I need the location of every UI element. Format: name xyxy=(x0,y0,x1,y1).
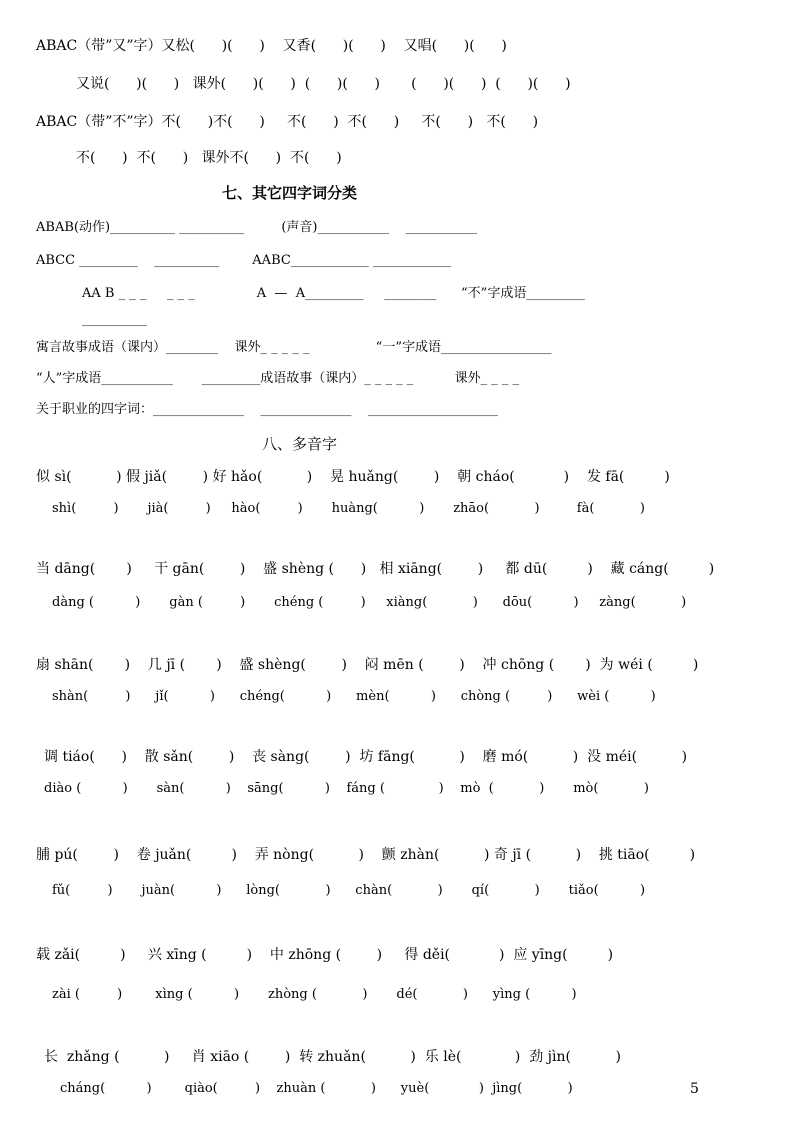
fable-idiom-row: 寓言故事成语（课内）________ 课外_ _ _ _ _ “一”字成语_________________ xyxy=(36,340,552,355)
polyphone-row: 载 zǎi( ) 兴 xīng ( ) 中 zhōng ( ) 得 děi( ) 应 yīng( ) xyxy=(36,947,614,963)
polyphone-row: cháng( ) qiào( ) zhuàn ( ) yuè( ) jìng( ) xyxy=(60,1081,573,1096)
abac-you-line2: 又说( )( ) 课外( )( ) ( )( ) ( )( ) ( )( ) xyxy=(76,76,571,92)
polyphone-row: shì( ) jià( ) hào( ) huàng( ) zhāo( ) fà( ) xyxy=(52,501,645,516)
polyphone-row: 脯 pú( ) 卷 juǎn( ) 弄 nòng( ) 颤 zhàn( ) 奇 jī ( ) 挑 tiāo( ) xyxy=(36,847,696,863)
polyphone-row: shàn( ) jǐ( ) chéng( ) mèn( ) chòng ( ) wèi ( ) xyxy=(52,689,656,704)
abac-bu-line2: 不( ) 不( ) 课外不( ) 不( ) xyxy=(76,150,342,166)
aab-row: AA B _ _ _ _ _ _ A — A_________ ________ “不”字成语_________ xyxy=(82,286,585,301)
polyphone-row: 长 zhǎng ( ) 肖 xiāo ( ) 转 zhuǎn( ) 乐 lè( ) 劲 jìn( ) xyxy=(44,1049,621,1065)
polyphone-row: 似 sì( ) 假 jiǎ( ) 好 hǎo( ) 晃 huǎng( ) 朝 cháo( ) 发 fā( ) xyxy=(36,469,670,485)
abcc-row: ABCC _________ __________ AABC____________ ____________ xyxy=(36,253,451,268)
aab-row-continued: __________ xyxy=(82,312,147,327)
ren-idiom-row: “人”字成语___________ _________成语故事（课内）_ _ _ _ _ 课外_ _ _ _ xyxy=(36,371,519,386)
polyphone-row: zài ( ) xìng ( ) zhòng ( ) dé( ) yìng ( ) xyxy=(52,987,577,1002)
abac-bu-line1: ABAC（带”不”字）不( )不( ) 不( ) 不( ) 不( ) 不( ) xyxy=(36,114,539,130)
polyphone-row: 扇 shān( ) 几 jī ( ) 盛 shèng( ) 闷 mēn ( ) 冲 chōng ( ) 为 wéi ( ) xyxy=(36,657,699,673)
page-number: 5 xyxy=(690,1081,699,1097)
section-8-title: 八、多音字 xyxy=(262,435,338,453)
abab-row: ABAB(动作)__________ __________ (声音)___________ ___________ xyxy=(36,220,478,235)
polyphone-row: 当 dāng( ) 干 gān( ) 盛 shèng ( ) 相 xiāng( ) 都 dū( ) 藏 cáng( ) xyxy=(36,561,715,577)
polyphone-row: fǔ( ) juàn( ) lòng( ) chàn( ) qí( ) tiǎo( ) xyxy=(52,883,646,898)
section-7-title: 七、其它四字词分类 xyxy=(222,184,358,202)
abac-you-line1: ABAC（带”又”字）又松( )( ) 又香( )( ) 又唱( )( ) xyxy=(36,38,507,54)
polyphone-row: dàng ( ) gàn ( ) chéng ( ) xiàng( ) dōu( ) zàng( ) xyxy=(52,595,687,610)
polyphone-row: 调 tiáo( ) 散 sǎn( ) 丧 sàng( ) 坊 fāng( ) 磨 mó( ) 没 méi( ) xyxy=(44,749,688,765)
polyphone-row: diào ( ) sàn( ) sāng( ) fáng ( ) mò ( ) mò( ) xyxy=(44,781,649,796)
profession-words-row: 关于职业的四字词：______________ ______________ ____________________ xyxy=(36,402,499,417)
